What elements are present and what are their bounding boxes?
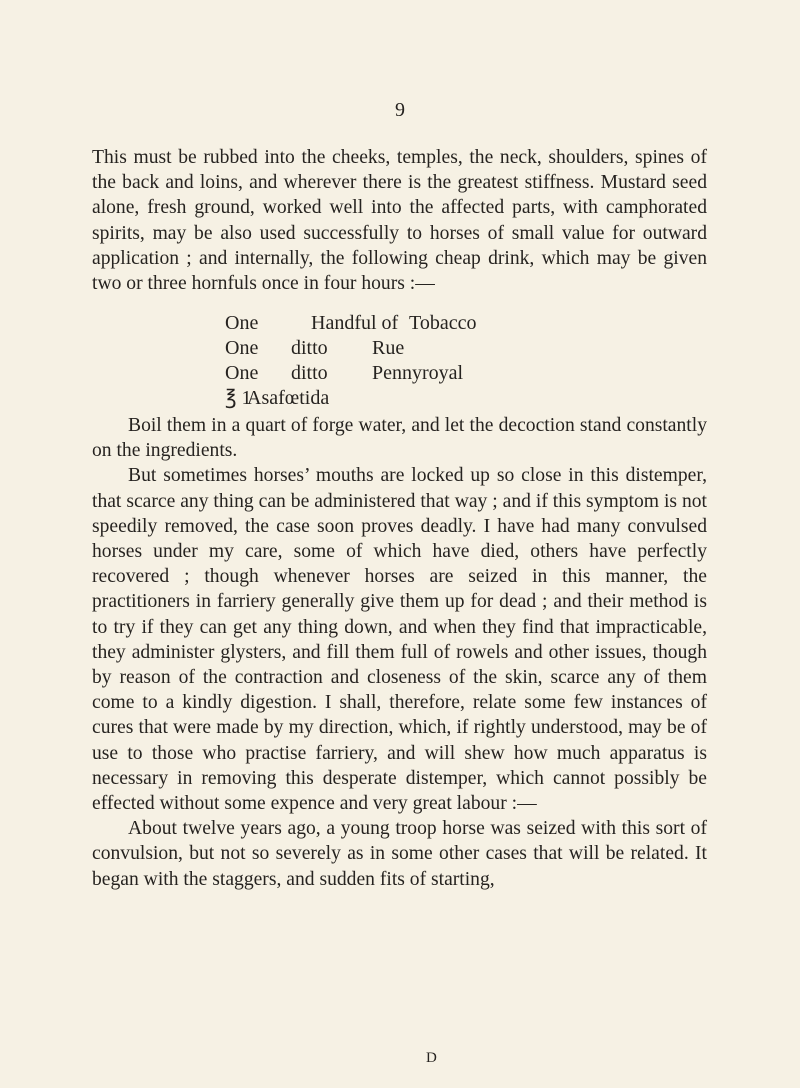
- recipe-list: [225, 311, 476, 411]
- recipe-ingredient: Rue: [372, 337, 405, 359]
- sometimes-paragraph: But sometimes horses’ mouths are locked up so close in this distemper, that scarce any thing can be administered that way ; and if this symptom is not speedily removed, the case soon proves deadly. I have had many convulsed horses under my care, some of which have died, others have perfectly recovered ; though whenever horses are seized in this manner, the practitioners in farriery generally give them up for dead ; and their method is to try if they can get any thing down, and when they find that impracticable, they administer glysters, and fill them full of rowels and other issues, though by reason of the contraction and closeness of the skin, scarce any of them come to a kindly digestion. I shall, therefore, relate some few instances of cures that were made by my direction, which, if rightly understood, may be of use to those who practise farriery, and will shew how much apparatus is necessary in removing this desperate distemper, which cannot possibly be effected without some expence and very great labour :—: [92, 465, 707, 815]
- recipe-quantity: One: [225, 362, 259, 384]
- main-text: [92, 413, 707, 892]
- recipe-quantity: One: [225, 337, 259, 359]
- about-paragraph: About twelve years ago, a young troop horse was seized with this sort of convulsion, but not so severely as in some other cases that will be related. It began with the staggers, and sudden fits of starting,: [92, 818, 707, 890]
- recipe-ingredient: Pennyroyal: [372, 362, 464, 384]
- recipe-row: [225, 311, 476, 336]
- recipe-quantity: One: [225, 312, 259, 334]
- boil-paragraph: Boil them in a quart of forge water, and let the decoction stand constantly on the ingredients.: [92, 415, 707, 462]
- recipe-row: [225, 361, 476, 386]
- recipe-quantity: ℥ 1: [225, 387, 252, 409]
- recipe-row: [225, 386, 476, 411]
- intro-paragraph: This must be rubbed into the cheeks, temples, the neck, shoulders, spines of the back and loins, and wherever there is the greatest stiffness. Mustard seed alone, fresh ground, worked well into the affected parts, with camphorated spirits, may be also used successfully to horses of small value for outward application ; and internally, the following cheap drink, which may be given two or three hornfuls once in four hours :—: [92, 147, 707, 295]
- recipe-measure: ditto: [291, 337, 328, 359]
- recipe-measure: Handful of: [311, 312, 399, 334]
- recipe-measure: ditto: [291, 362, 328, 384]
- page-number: 9: [395, 99, 405, 121]
- recipe-measure: Asafœtida: [247, 387, 330, 409]
- recipe-row: [225, 336, 476, 361]
- recipe-ingredient: Tobacco: [409, 312, 477, 334]
- signature-mark: D: [426, 1050, 437, 1066]
